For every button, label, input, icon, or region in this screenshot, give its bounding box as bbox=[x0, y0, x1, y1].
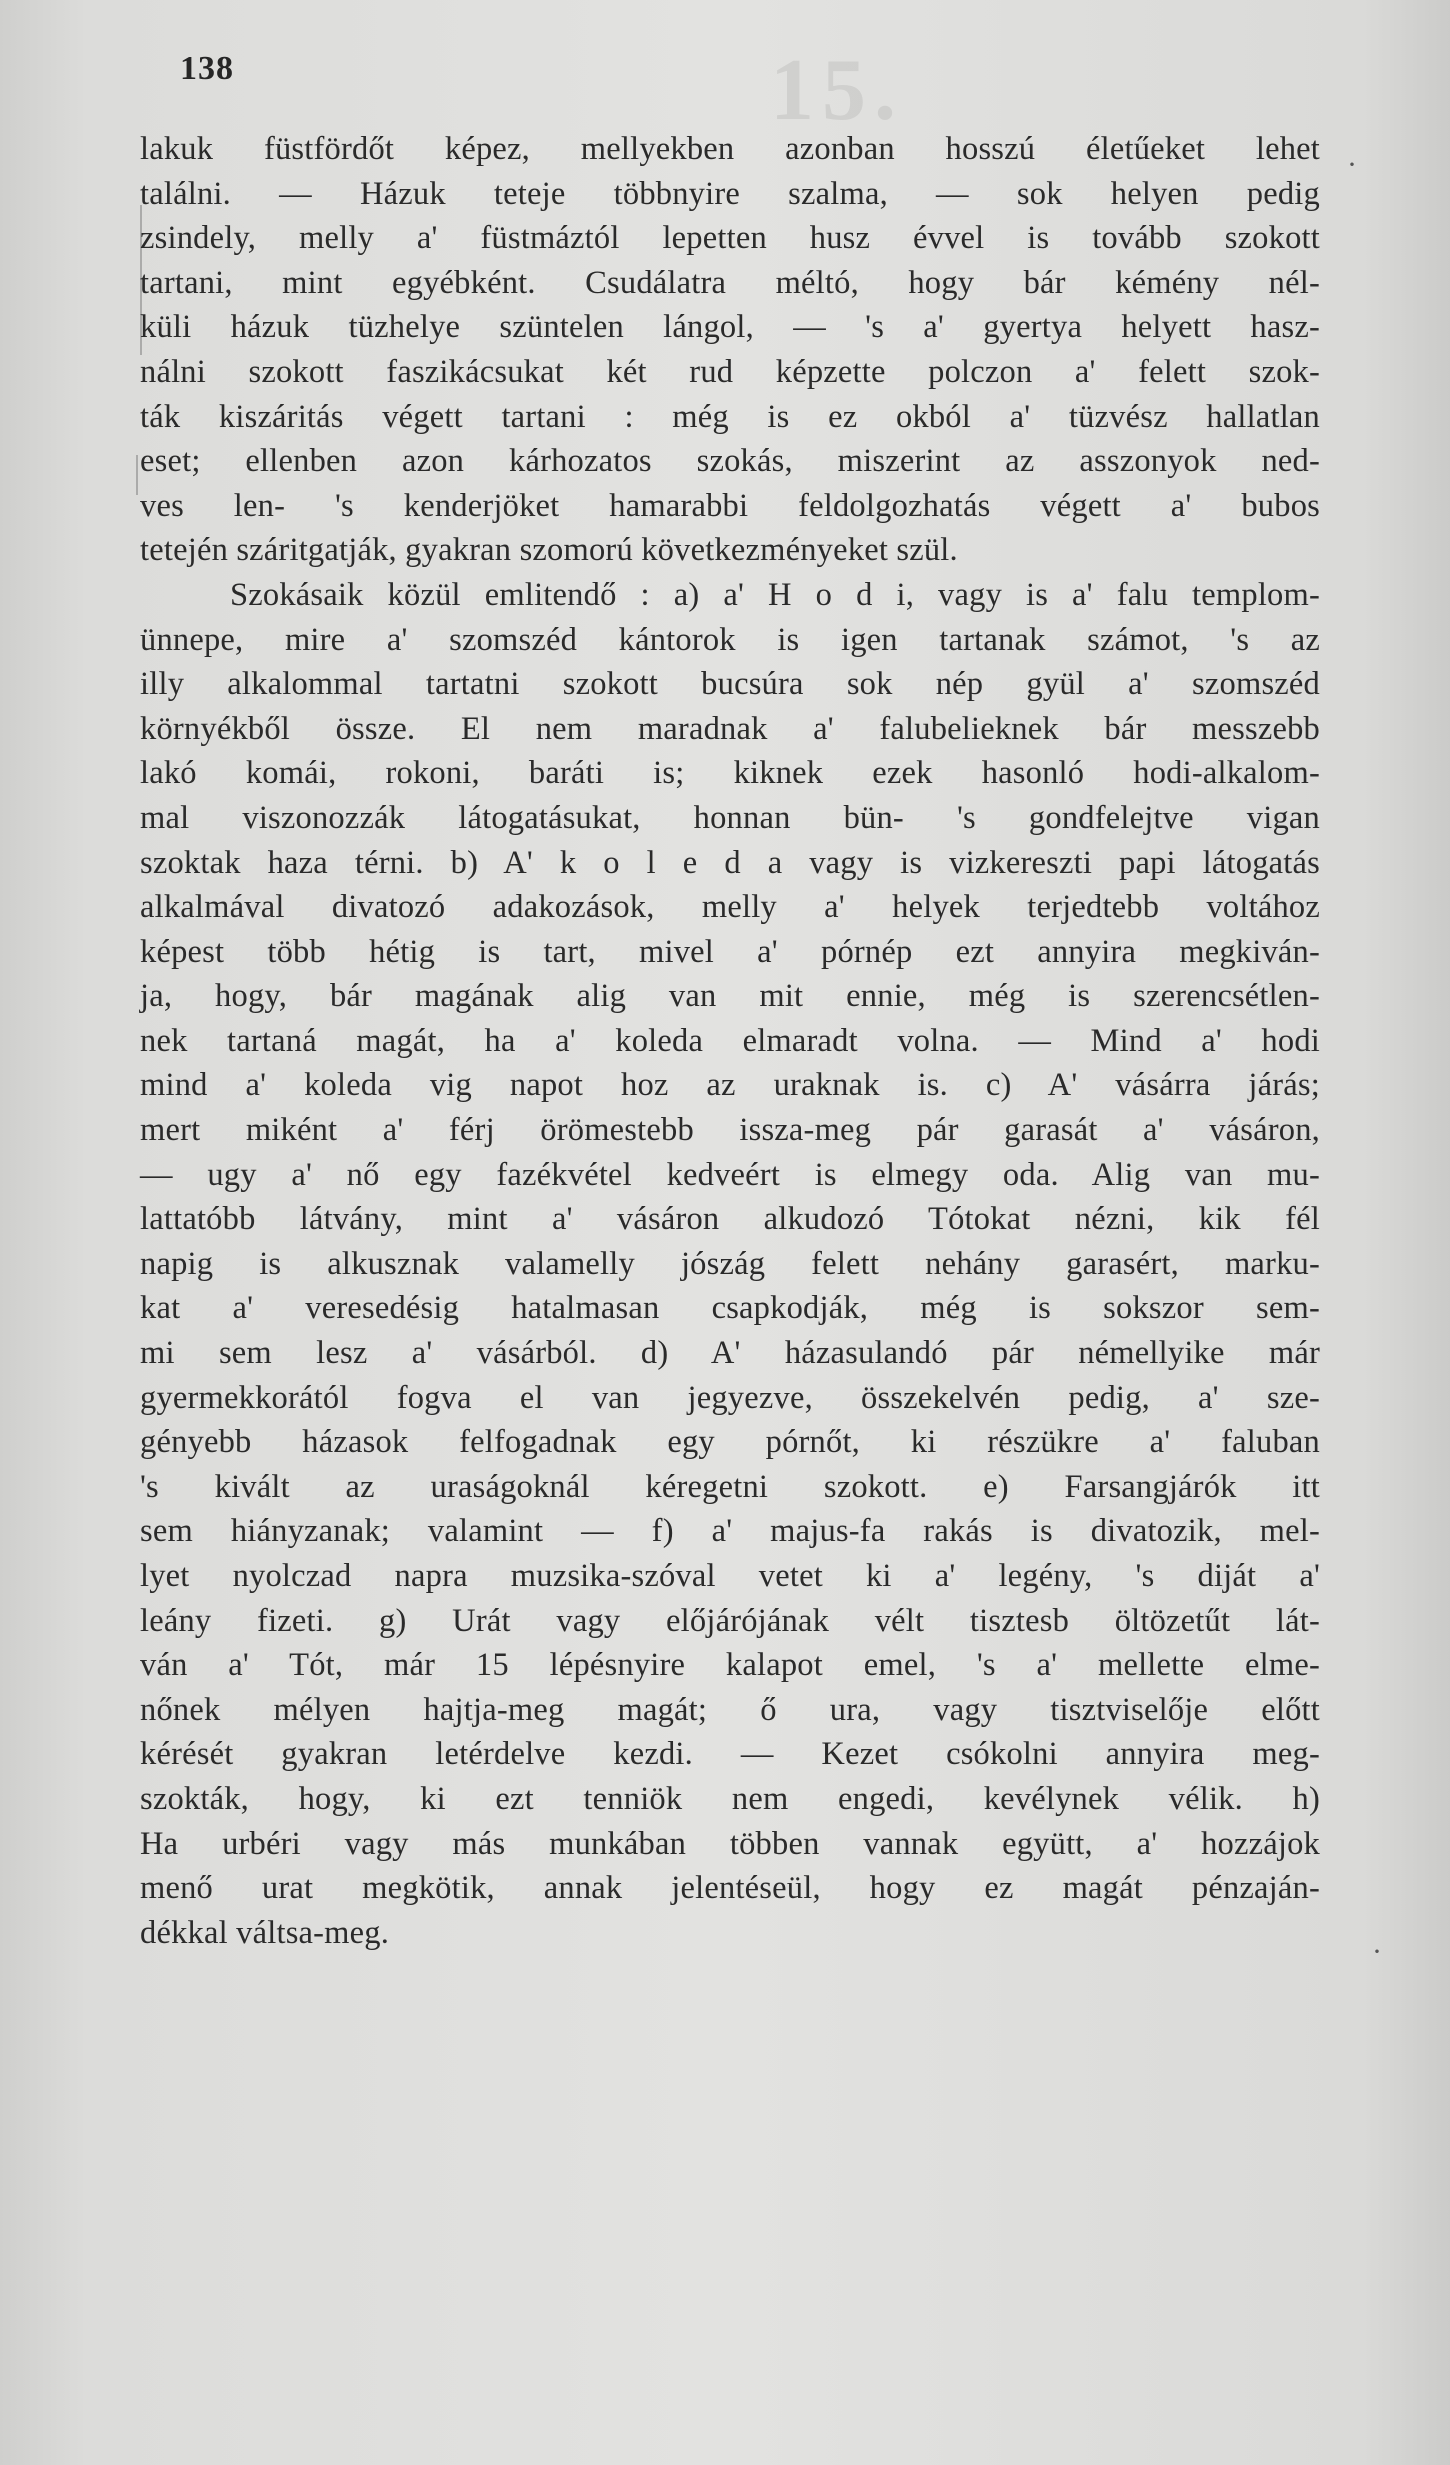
text-line: környékből össze. El nem maradnak a' falubelieknek bár messzebb bbox=[140, 710, 1320, 747]
text-line: nek tartaná magát, ha a' koleda elmaradt volna. — Mind a' hodi bbox=[140, 1022, 1320, 1059]
text-line: szoktak haza térni. b) A' k o l e d a vagy is vizkereszti papi látogatás bbox=[140, 844, 1320, 881]
text-line: 's kivált az uraságoknál kéregetni szokott. e) Farsangjárók itt bbox=[140, 1468, 1320, 1505]
bleed-through-text: 15. bbox=[770, 42, 904, 139]
text-line: képest több hétig is tart, mivel a' pórnép ezt annyira megkiván- bbox=[140, 933, 1320, 970]
text-line: nálni szokott faszikácsukat két rud képzette polczon a' felett szok- bbox=[140, 353, 1320, 390]
text-line: mert miként a' férj örömestebb issza-meg pár garasát a' vásáron, bbox=[140, 1112, 1320, 1149]
text-line: mal viszonozzák látogatásukat, honnan bün- 's gondfelejtve vigan bbox=[140, 799, 1320, 836]
text-line: mind a' koleda vig napot hoz az uraknak is. c) A' vásárra járás; bbox=[140, 1067, 1320, 1104]
text-line: ja, hogy, bár magának alig van mit ennie, még is szerencsétlen- bbox=[140, 978, 1320, 1015]
text-line: ves len- 's kenderjöket hamarabbi feldolgozhatás végett a' bubos bbox=[140, 487, 1320, 524]
text-line: lakó komái, rokoni, baráti is; kiknek ezek hasonló hodi-alkalom- bbox=[140, 755, 1320, 792]
text-line: napig is alkusznak valamelly jószág felett nehány garasért, marku- bbox=[140, 1245, 1320, 1282]
text-line: Ha urbéri vagy más munkában többen vannak együtt, a' hozzájok bbox=[140, 1825, 1320, 1862]
text-line: lattatóbb látvány, mint a' vásáron alkudozó Tótokat nézni, kik fél bbox=[140, 1201, 1320, 1238]
text-line: lyet nyolczad napra muzsika-szóval vetet ki a' legény, 's diját a' bbox=[140, 1558, 1320, 1594]
text-line: kérését gyakran letérdelve kezdi. — Kezet csókolni annyira meg- bbox=[140, 1736, 1320, 1773]
text-line: gényebb házasok felfogadnak egy pórnőt, ki részükre a' faluban bbox=[140, 1424, 1320, 1461]
text-line: ták kiszáritás végett tartani : még is ez okból a' tüzvész hallatlan bbox=[140, 398, 1320, 435]
margin-dot: · bbox=[1347, 148, 1357, 181]
left-margin-scribble bbox=[136, 455, 138, 495]
text-line: illy alkalommal tartatni szokott bucsúra sok nép gyül a' szomszéd bbox=[140, 666, 1320, 703]
text-line: kat a' veresedésig hatalmasan csapkodják, még is sokszor sem- bbox=[140, 1290, 1320, 1327]
text-line: szokták, hogy, ki ezt tenniök nem engedi, kevélynek vélik. h) bbox=[140, 1780, 1320, 1817]
text-line: tetején száritgatják, gyakran szomorú következményeket szül. bbox=[140, 532, 958, 569]
page-number: 138 bbox=[180, 50, 234, 87]
text-line: dékkal váltsa-meg. bbox=[140, 1914, 390, 1951]
text-line: — ugy a' nő egy fazékvétel kedveért is elmegy oda. Alig van mu- bbox=[140, 1156, 1320, 1193]
margin-dot: · bbox=[1372, 1935, 1382, 1968]
text-line: gyermekkorától fogva el van jegyezve, összekelvén pedig, a' sze- bbox=[140, 1379, 1320, 1416]
text-line: menő urat megkötik, annak jelentéseül, hogy ez magát pénzaján- bbox=[140, 1870, 1320, 1907]
text-line: mi sem lesz a' vásárból. d) A' házasulandó pár némellyike már bbox=[140, 1335, 1320, 1372]
text-line: zsindely, melly a' füstmáztól lepetten husz évvel is tovább szokott bbox=[140, 220, 1320, 257]
text-line: lakuk füstfördőt képez, mellyekben azonban hosszú életűeket lehet bbox=[140, 131, 1320, 167]
text-line: küli házuk tüzhelye szüntelen lángol, — 's a' gyertya helyett hasz- bbox=[140, 309, 1320, 346]
text-line: Szokásaik közül emlitendő : a) a' H o d i, vagy is a' falu templom- bbox=[230, 576, 1320, 613]
text-line: eset; ellenben azon kárhozatos szokás, miszerint az asszonyok ned- bbox=[140, 443, 1320, 480]
text-line: sem hiányzanak; valamint — f) a' majus-fa rakás is divatozik, mel- bbox=[140, 1513, 1320, 1550]
text-line: leány fizeti. g) Urát vagy előjárójának vélt tisztesb öltözetűt lát- bbox=[140, 1602, 1320, 1639]
text-line: ván a' Tót, már 15 lépésnyire kalapot emel, 's a' mellette elme- bbox=[140, 1647, 1320, 1684]
body-text bbox=[140, 127, 1320, 1955]
text-line: nőnek mélyen hajtja-meg magát; ő ura, vagy tisztviselője előtt bbox=[140, 1691, 1320, 1728]
text-line: tartani, mint egyébként. Csudálatra méltó, hogy bár kémény nél- bbox=[140, 264, 1320, 301]
text-line: találni. — Házuk teteje többnyire szalma, — sok helyen pedig bbox=[140, 175, 1320, 212]
text-line: alkalmával divatozó adakozások, melly a' helyek terjedtebb voltához bbox=[140, 889, 1320, 926]
text-line: ünnepe, mire a' szomszéd kántorok is igen tartanak számot, 's az bbox=[140, 621, 1320, 658]
